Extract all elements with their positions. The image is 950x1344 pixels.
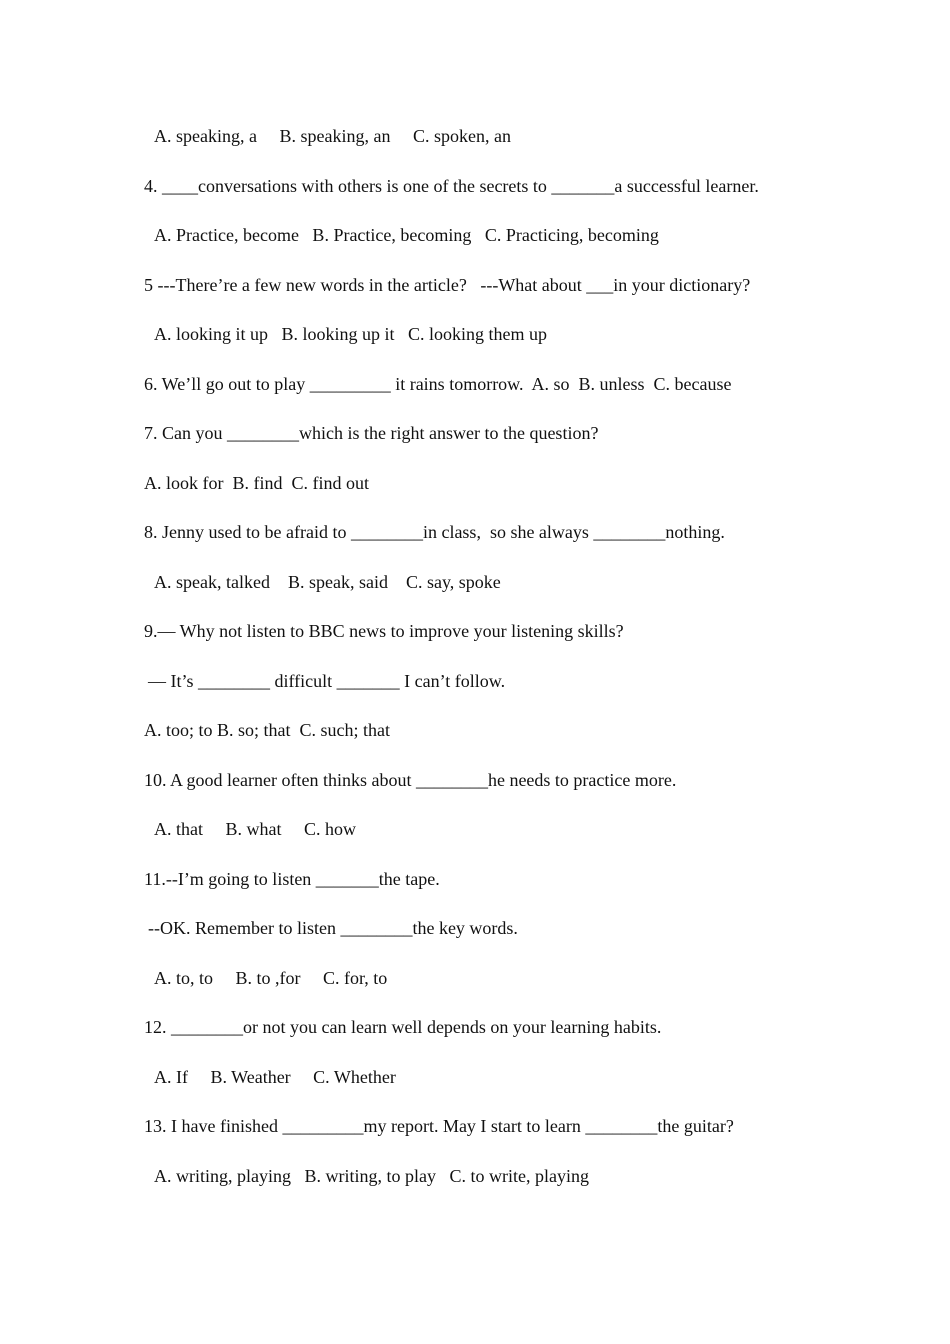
question-4: 4. ____conversations with others is one of the secrets to _______a successful learner.	[144, 176, 759, 196]
options-line-4: A. Practice, become B. Practice, becoming C. Practicing, becoming	[154, 225, 659, 245]
question-13: 13. I have finished _________my report. May I start to learn ________the guitar?	[144, 1116, 734, 1136]
options-line-9: A. too; to B. so; that C. such; that	[144, 720, 390, 740]
question-5: 5 ---There’re a few new words in the article? ---What about ___in your dictionary?	[144, 275, 751, 295]
options-line-7: A. look for B. find C. find out	[144, 473, 369, 493]
question-11: 11.--I’m going to listen _______the tape.	[144, 869, 440, 889]
question-11-reply: --OK. Remember to listen ________the key words.	[148, 918, 518, 938]
question-8: 8. Jenny used to be afraid to ________in class, so she always ________nothing.	[144, 522, 725, 542]
options-line-12: A. If B. Weather C. Whether	[154, 1067, 396, 1087]
question-12: 12. ________or not you can learn well depends on your learning habits.	[144, 1017, 662, 1037]
options-line-5: A. looking it up B. looking up it C. looking them up	[154, 324, 548, 344]
options-line-8: A. speak, talked B. speak, said C. say, spoke	[154, 572, 501, 592]
options-line-13: A. writing, playing B. writing, to play C. to write, playing	[154, 1166, 589, 1186]
options-line-10: A. that B. what C. how	[154, 819, 356, 839]
question-7: 7. Can you ________which is the right answer to the question?	[144, 423, 599, 443]
question-9: 9.— Why not listen to BBC news to improve your listening skills?	[144, 621, 624, 641]
question-9-reply: — It’s ________ difficult _______ I can’t follow.	[148, 671, 506, 691]
question-10: 10. A good learner often thinks about ________he needs to practice more.	[144, 770, 677, 790]
options-line-11: A. to, to B. to ,for C. for, to	[154, 968, 388, 988]
question-6: 6. We’ll go out to play _________ it rains tomorrow. A. so B. unless C. because	[144, 374, 732, 394]
options-line-3: A. speaking, a B. speaking, an C. spoken, an	[154, 126, 511, 146]
